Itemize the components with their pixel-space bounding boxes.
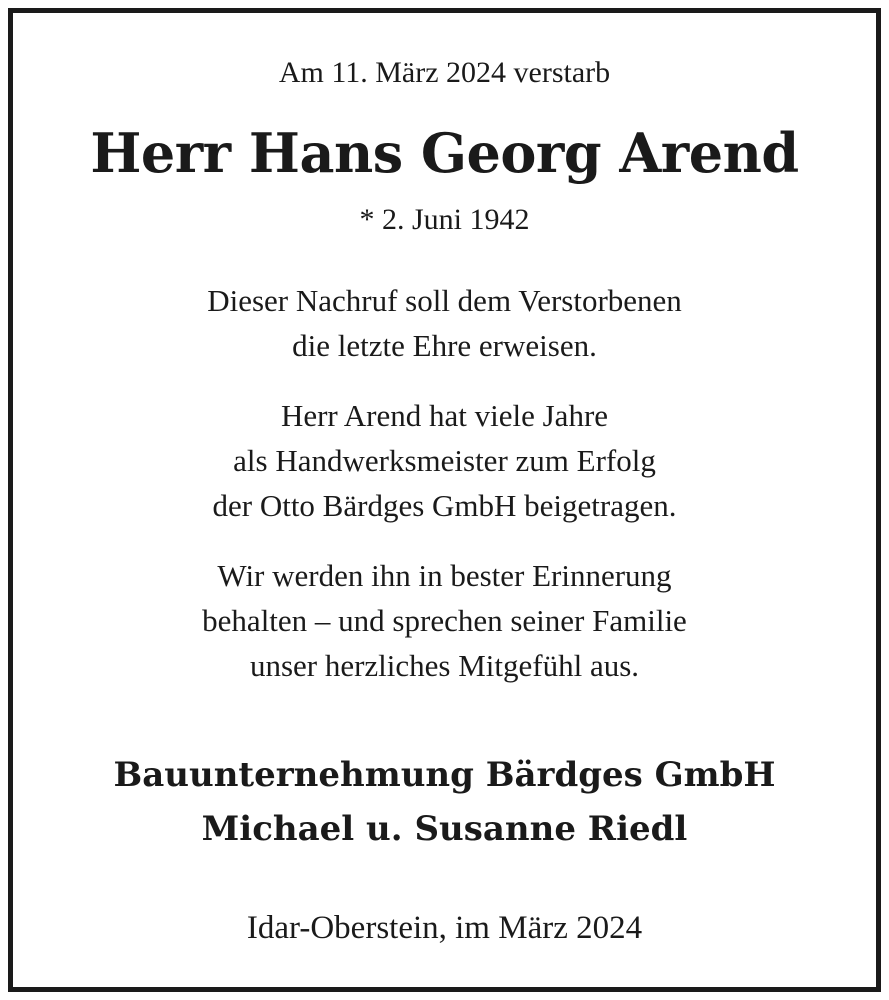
career-paragraph [13,393,876,528]
paragraph-line: Wir werden ihn in bester Erinnerung [217,558,672,593]
place-and-date: Idar-Oberstein, im März 2024 [246,910,643,946]
condolence-paragraph [13,553,876,688]
company-name: Bauunternehmung Bärdges GmbH [113,755,776,795]
paragraph-line: Herr Arend hat viele Jahre [280,398,609,433]
tribute-paragraph [13,278,876,368]
obituary-frame [8,8,881,992]
paragraph-line: behalten – und sprechen seiner Familie [202,603,687,638]
paragraph-line: die letzte Ehre erweisen. [292,328,597,363]
owner-names: Michael u. Susanne Riedl [201,809,688,849]
paragraph-line: der Otto Bärdges GmbH beigetragen. [212,488,677,523]
death-announcement: Am 11. März 2024 verstarb [278,56,611,89]
deceased-name: Herr Hans Georg Arend [90,121,799,185]
paragraph-line: unser herzliches Mitgefühl aus. [249,648,640,683]
signatories [13,748,876,856]
paragraph-line: Dieser Nachruf soll dem Verstorbenen [207,283,682,318]
birth-date: * 2. Juni 1942 [359,203,530,236]
paragraph-line: als Handwerksmeister zum Erfolg [233,443,656,478]
